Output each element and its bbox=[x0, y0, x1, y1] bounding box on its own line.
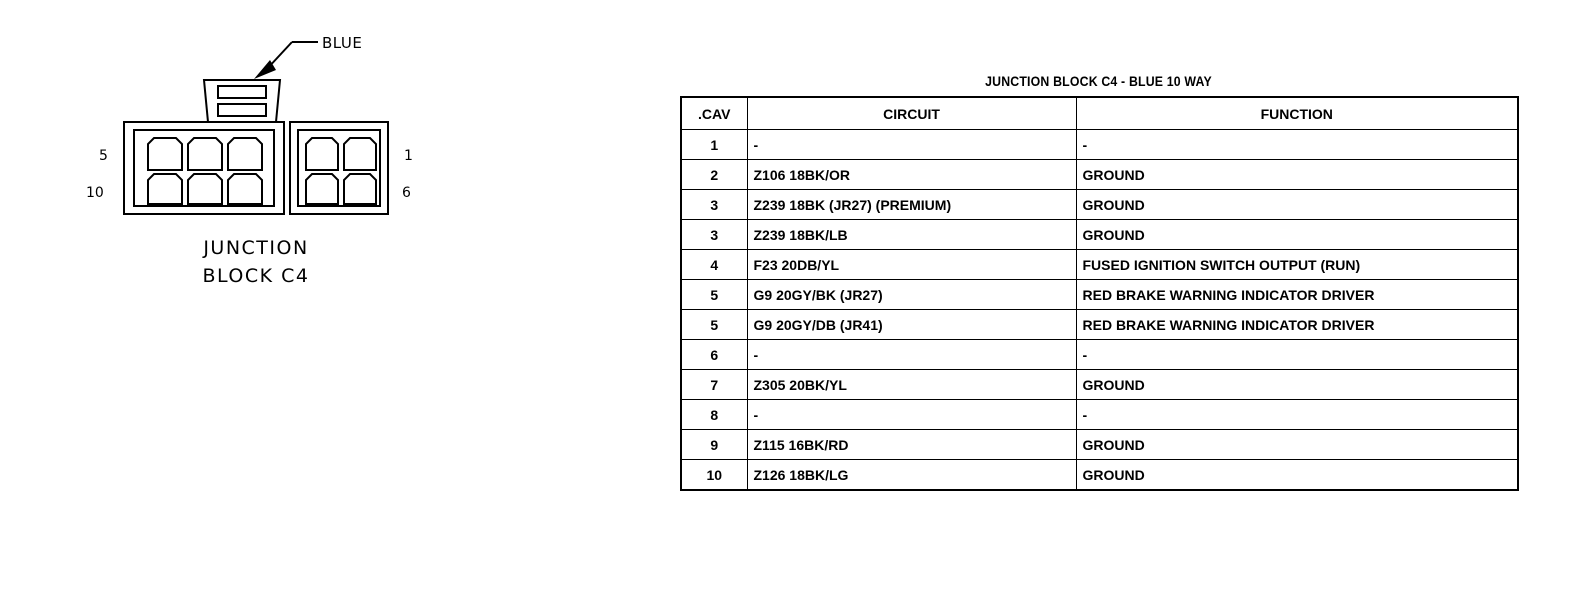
table-row bbox=[681, 280, 1518, 310]
blue-callout bbox=[254, 34, 362, 79]
function-cell: RED BRAKE WARNING INDICATOR DRIVER bbox=[1076, 280, 1518, 310]
cavity-icon bbox=[228, 174, 262, 204]
table-row bbox=[681, 250, 1518, 280]
pin-label-bottom-left: 10 bbox=[86, 185, 104, 201]
function-cell: GROUND bbox=[1076, 190, 1518, 220]
table-row bbox=[681, 370, 1518, 400]
header-circuit: CIRCUIT bbox=[747, 97, 1076, 130]
circuit-cell: Z239 18BK/LB bbox=[747, 220, 1076, 250]
circuit-cell: - bbox=[747, 340, 1076, 370]
left-housing-inner bbox=[134, 130, 274, 206]
cav-cell: 6 bbox=[681, 340, 747, 370]
cav-cell: 10 bbox=[681, 460, 747, 491]
circuit-cell: - bbox=[747, 400, 1076, 430]
connector-name-line2: BLOCK C4 bbox=[202, 265, 310, 287]
cavity-icon bbox=[188, 138, 222, 170]
cavity-icon bbox=[306, 138, 338, 170]
pin-label-top-right: 1 bbox=[404, 148, 413, 164]
cav-cell: 1 bbox=[681, 130, 747, 160]
connector-name-line1: JUNCTION bbox=[203, 237, 309, 259]
table-row bbox=[681, 160, 1518, 190]
cavity-icon bbox=[344, 174, 376, 204]
cav-cell: 2 bbox=[681, 160, 747, 190]
function-cell: RED BRAKE WARNING INDICATOR DRIVER bbox=[1076, 310, 1518, 340]
connector-body bbox=[124, 80, 388, 214]
cav-cell: 5 bbox=[681, 310, 747, 340]
latch-slot-lower bbox=[218, 104, 266, 116]
circuit-cell: Z115 16BK/RD bbox=[747, 430, 1076, 460]
pin-label-bottom-right: 6 bbox=[402, 185, 411, 201]
function-cell: GROUND bbox=[1076, 460, 1518, 491]
table-row bbox=[681, 340, 1518, 370]
table-row bbox=[681, 220, 1518, 250]
latch-slot-upper bbox=[218, 86, 266, 98]
cavity-icon bbox=[148, 138, 182, 170]
circuit-cell: G9 20GY/DB (JR41) bbox=[747, 310, 1076, 340]
cav-cell: 5 bbox=[681, 280, 747, 310]
cav-cell: 7 bbox=[681, 370, 747, 400]
header-function: FUNCTION bbox=[1076, 97, 1518, 130]
cav-cell: 9 bbox=[681, 430, 747, 460]
circuit-cell: F23 20DB/YL bbox=[747, 250, 1076, 280]
table-row bbox=[681, 430, 1518, 460]
function-cell: FUSED IGNITION SWITCH OUTPUT (RUN) bbox=[1076, 250, 1518, 280]
cavity-icon bbox=[306, 174, 338, 204]
circuit-cell: Z239 18BK (JR27) (PREMIUM) bbox=[747, 190, 1076, 220]
pin-label-top-left: 5 bbox=[99, 148, 108, 164]
cav-cell: 3 bbox=[681, 190, 747, 220]
function-cell: GROUND bbox=[1076, 370, 1518, 400]
function-cell: GROUND bbox=[1076, 160, 1518, 190]
cavity-icon bbox=[344, 138, 376, 170]
circuit-cell: - bbox=[747, 130, 1076, 160]
table-row bbox=[681, 130, 1518, 160]
cavity-icon bbox=[148, 174, 182, 204]
function-cell: - bbox=[1076, 130, 1518, 160]
function-cell: - bbox=[1076, 340, 1518, 370]
cav-cell: 3 bbox=[681, 220, 747, 250]
connector-cavities bbox=[148, 138, 376, 204]
junction-block-c4-connector-diagram bbox=[0, 0, 560, 320]
cavity-icon bbox=[188, 174, 222, 204]
circuit-cell: Z305 20BK/YL bbox=[747, 370, 1076, 400]
table-row bbox=[681, 190, 1518, 220]
callout-label: BLUE bbox=[322, 34, 363, 52]
table-row bbox=[681, 460, 1518, 491]
function-cell: GROUND bbox=[1076, 220, 1518, 250]
table-header-row bbox=[681, 97, 1518, 130]
circuit-cell: Z126 18BK/LG bbox=[747, 460, 1076, 491]
cavity-icon bbox=[228, 138, 262, 170]
function-cell: GROUND bbox=[1076, 430, 1518, 460]
header-cav: .CAV bbox=[681, 97, 747, 130]
pinout-table bbox=[680, 96, 1519, 491]
circuit-cell: Z106 18BK/OR bbox=[747, 160, 1076, 190]
cav-cell: 4 bbox=[681, 250, 747, 280]
table-row bbox=[681, 400, 1518, 430]
table-title: JUNCTION BLOCK C4 - BLUE 10 WAY bbox=[985, 73, 1212, 89]
cav-cell: 8 bbox=[681, 400, 747, 430]
function-cell: - bbox=[1076, 400, 1518, 430]
circuit-cell: G9 20GY/BK (JR27) bbox=[747, 280, 1076, 310]
table-row bbox=[681, 310, 1518, 340]
